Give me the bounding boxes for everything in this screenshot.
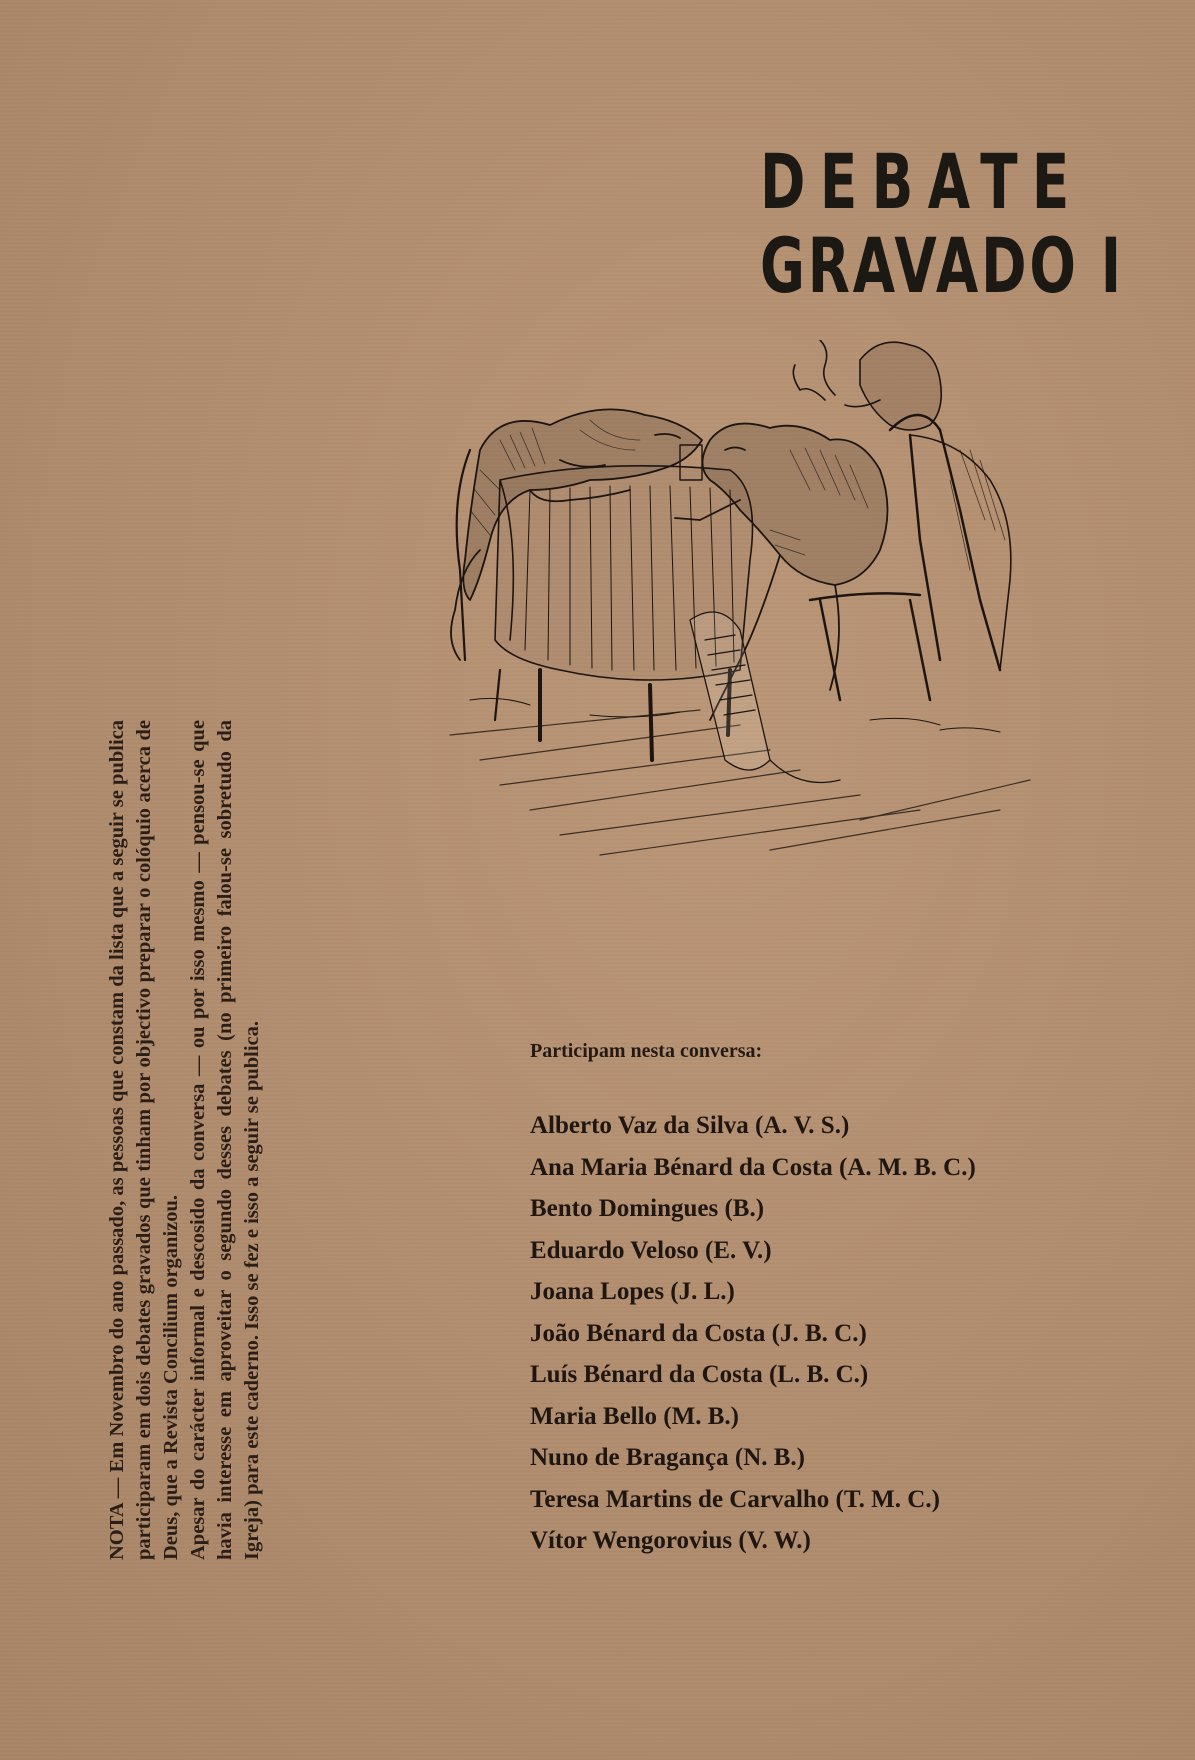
participants-list bbox=[530, 1105, 1090, 1562]
participant-name: Teresa Martins de Carvalho (T. M. C.) bbox=[530, 1485, 940, 1513]
note-block bbox=[104, 720, 324, 1560]
participant-name: João Bénard da Costa (J. B. C.) bbox=[530, 1319, 867, 1347]
participants-section bbox=[530, 1040, 1090, 1562]
participant-name: Luís Bénard da Costa (L. B. C.) bbox=[530, 1361, 869, 1388]
participant-name: Alberto Vaz da Silva (A. V. S.) bbox=[530, 1112, 850, 1139]
participant-name: Joana Lopes (J. L.) bbox=[530, 1278, 735, 1305]
title-line-2: GRAVADO I bbox=[760, 221, 1124, 310]
note-paragraph-1: NOTA — Em Novembro do ano passado, as pessoas que constam da lista que a seguir se publica participaram em dois debates gravados que tinham por objectivo preparar o colóquio acerca de Deus, que a Revista Concilium organizou. bbox=[106, 720, 182, 1560]
participant-name: Nuno de Bragança (N. B.) bbox=[530, 1444, 806, 1471]
participant-name: Bento Domingues (B.) bbox=[530, 1195, 765, 1222]
page-title bbox=[760, 137, 1124, 310]
participant-name: Maria Bello (M. B.) bbox=[530, 1402, 739, 1430]
participant-name: Vítor Wengorovius (V. W.) bbox=[530, 1527, 811, 1554]
participant-name: Eduardo Veloso (E. V.) bbox=[530, 1236, 772, 1264]
title-line-1: DEBATE bbox=[760, 137, 1084, 226]
illustration-two-lizards-at-table-icon bbox=[440, 340, 1060, 880]
note-paragraph-2: Apesar do carácter informal e descosido da conversa — ou por isso mesmo — pensou-se que havia interesse em aproveitar o segundo desses debates (no primeiro falou-se sobretudo da Igreja) para este caderno. Isso se fez e isso a seguir se publica. bbox=[187, 720, 263, 1560]
participant-name: Ana Maria Bénard da Costa (A. M. B. C.) bbox=[530, 1153, 976, 1181]
participants-heading: Participam nesta conversa: bbox=[530, 1040, 763, 1062]
